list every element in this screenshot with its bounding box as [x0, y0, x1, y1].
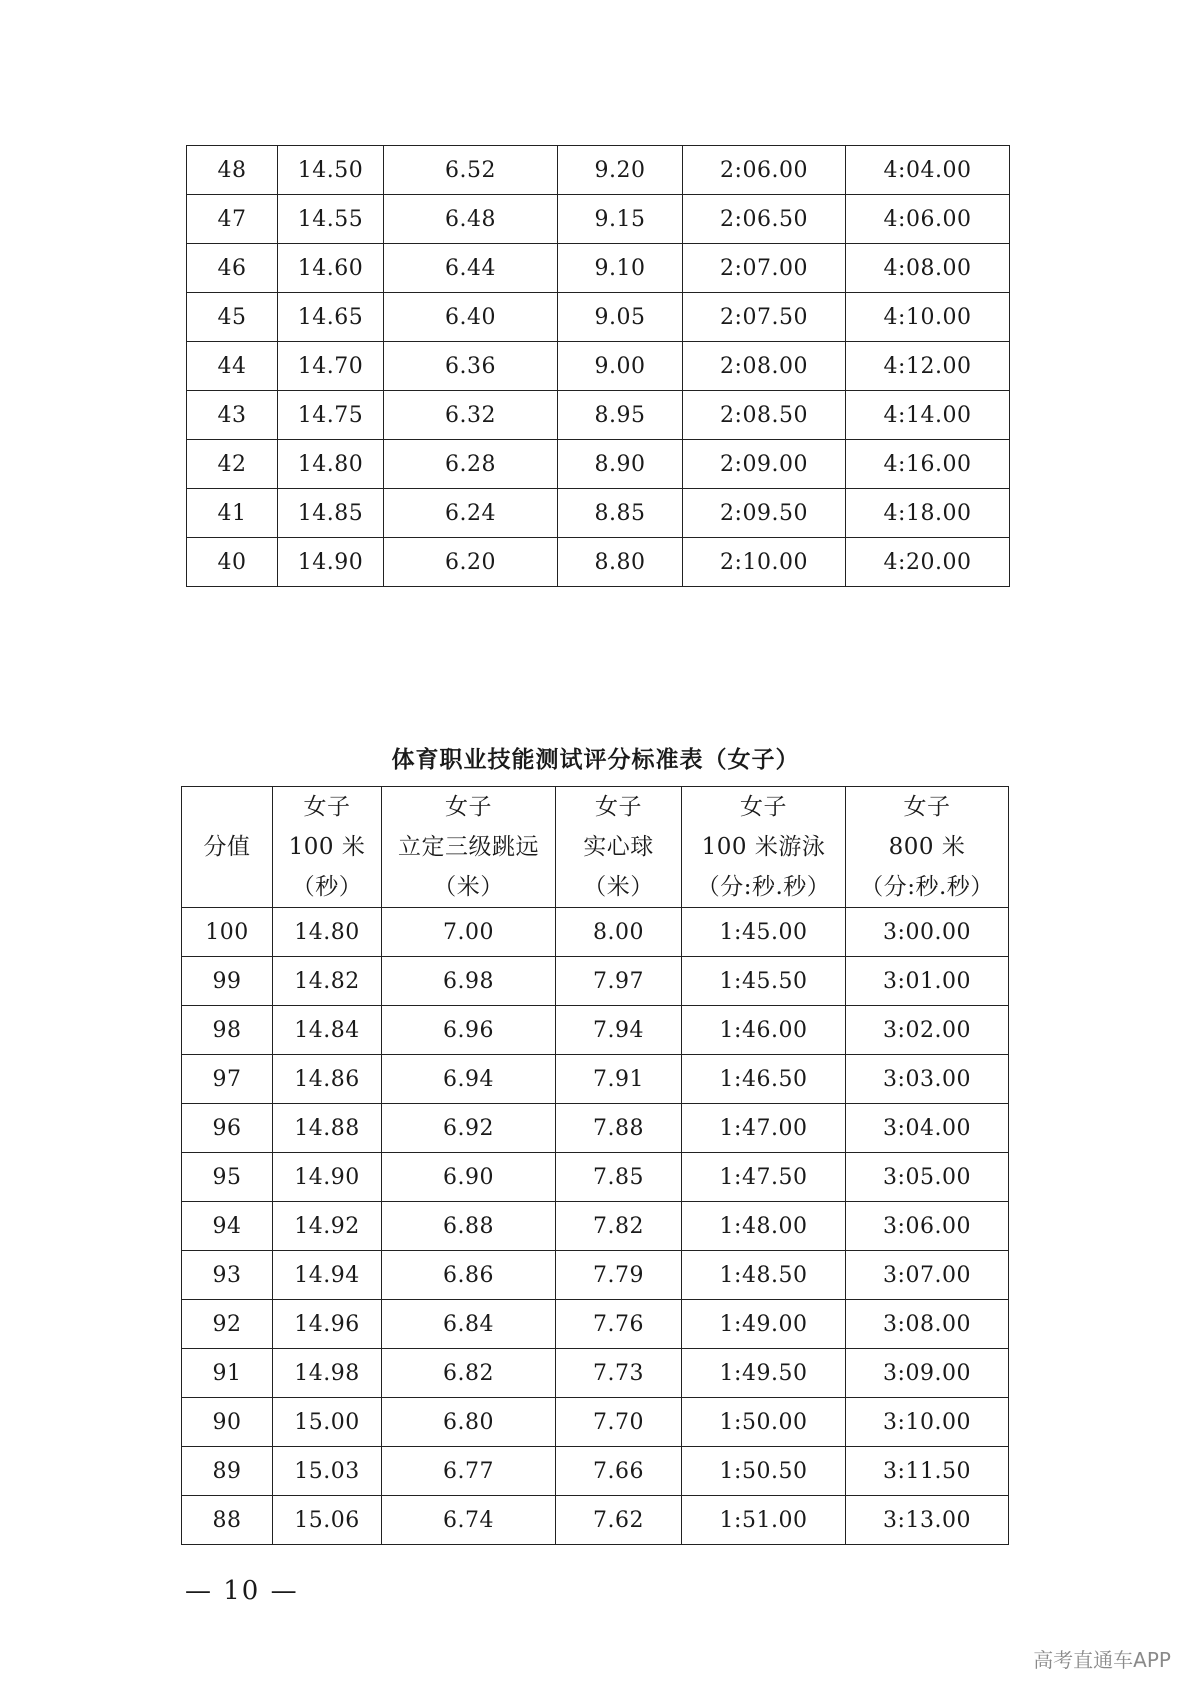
table-cell: 95	[182, 1153, 273, 1202]
table-cell: 3:01.00	[846, 957, 1009, 1006]
table-row	[182, 1447, 1009, 1496]
table-cell: 14.75	[278, 391, 384, 440]
table-cell: 92	[182, 1300, 273, 1349]
table-cell: 15.00	[273, 1398, 382, 1447]
table-cell: 15.03	[273, 1447, 382, 1496]
table-row	[182, 908, 1009, 957]
table-cell: 8.80	[558, 538, 683, 587]
table-cell: 8.95	[558, 391, 683, 440]
table-cell: 9.10	[558, 244, 683, 293]
table-cell: 1:46.50	[682, 1055, 846, 1104]
table-cell: 4:06.00	[846, 195, 1010, 244]
table-cell: 14.94	[273, 1251, 382, 1300]
score-table-continued	[186, 145, 1010, 587]
table-cell: 7.97	[556, 957, 682, 1006]
table-cell: 88	[182, 1496, 273, 1545]
table-cell: 6.28	[384, 440, 558, 489]
column-header-line: 100 米游泳	[701, 834, 826, 860]
table-cell: 3:04.00	[846, 1104, 1009, 1153]
column-header	[846, 787, 1009, 908]
table-cell: 1:48.50	[682, 1251, 846, 1300]
table-cell: 3:13.00	[846, 1496, 1009, 1545]
watermark: 高考直通车APP	[1033, 1648, 1171, 1672]
table-row	[187, 440, 1010, 489]
table-cell: 3:10.00	[846, 1398, 1009, 1447]
table-cell: 2:09.50	[683, 489, 846, 538]
table-cell: 1:46.00	[682, 1006, 846, 1055]
table-row	[187, 538, 1010, 587]
table-cell: 1:47.00	[682, 1104, 846, 1153]
table-cell: 4:04.00	[846, 146, 1010, 195]
table-cell: 6.84	[382, 1300, 556, 1349]
table-cell: 2:06.00	[683, 146, 846, 195]
column-header-line: 女子	[303, 794, 351, 820]
column-header	[682, 787, 846, 908]
table-cell: 2:07.00	[683, 244, 846, 293]
table-cell: 14.82	[273, 957, 382, 1006]
table-cell: 9.20	[558, 146, 683, 195]
table-cell: 43	[187, 391, 278, 440]
column-header-line: 女子	[445, 794, 492, 820]
table-cell: 2:10.00	[683, 538, 846, 587]
table-cell: 1:50.50	[682, 1447, 846, 1496]
table-cell: 6.32	[384, 391, 558, 440]
table-cell: 100	[182, 908, 273, 957]
women-score-table	[181, 786, 1009, 1545]
table-cell: 14.50	[278, 146, 384, 195]
score-table-continued-body	[187, 146, 1010, 587]
table-cell: 6.77	[382, 1447, 556, 1496]
table-cell: 6.92	[382, 1104, 556, 1153]
table-row	[187, 293, 1010, 342]
column-header-line: （秒）	[291, 874, 363, 900]
table-cell: 40	[187, 538, 278, 587]
women-table-title: 体育职业技能测试评分标准表（女子）	[391, 747, 800, 773]
table-cell: 2:06.50	[683, 195, 846, 244]
table-cell: 7.62	[556, 1496, 682, 1545]
table-cell: 14.86	[273, 1055, 382, 1104]
table-row	[182, 1496, 1009, 1545]
table-cell: 4:10.00	[846, 293, 1010, 342]
table-row	[182, 1153, 1009, 1202]
table-row	[182, 957, 1009, 1006]
table-cell: 14.60	[278, 244, 384, 293]
table-cell: 7.82	[556, 1202, 682, 1251]
table-row	[187, 342, 1010, 391]
table-cell: 6.82	[382, 1349, 556, 1398]
table-cell: 42	[187, 440, 278, 489]
table-cell: 91	[182, 1349, 273, 1398]
table-cell: 14.80	[278, 440, 384, 489]
table-cell: 41	[187, 489, 278, 538]
table-cell: 1:49.50	[682, 1349, 846, 1398]
table-row	[187, 195, 1010, 244]
table-cell: 6.86	[382, 1251, 556, 1300]
table-cell: 7.91	[556, 1055, 682, 1104]
table-cell: 7.85	[556, 1153, 682, 1202]
table-cell: 9.15	[558, 195, 683, 244]
table-cell: 14.55	[278, 195, 384, 244]
column-header-line: 实心球	[583, 834, 654, 860]
table-cell: 9.05	[558, 293, 683, 342]
table-cell: 45	[187, 293, 278, 342]
column-header-line: （米）	[433, 874, 504, 900]
table-cell: 6.40	[384, 293, 558, 342]
table-cell: 4:14.00	[846, 391, 1010, 440]
table-cell: 2:09.00	[683, 440, 846, 489]
column-header	[182, 787, 273, 908]
table-cell: 6.36	[384, 342, 558, 391]
table-cell: 98	[182, 1006, 273, 1055]
table-cell: 14.90	[273, 1153, 382, 1202]
column-header-line: （分:秒.秒）	[696, 874, 831, 900]
column-header-line: 女子	[740, 794, 787, 820]
table-cell: 14.85	[278, 489, 384, 538]
column-header	[556, 787, 682, 908]
table-cell: 7.66	[556, 1447, 682, 1496]
table-cell: 4:12.00	[846, 342, 1010, 391]
column-header-line: （分:秒.秒）	[860, 874, 994, 900]
table-cell: 6.94	[382, 1055, 556, 1104]
table-row	[182, 1104, 1009, 1153]
table-cell: 6.90	[382, 1153, 556, 1202]
table-cell: 9.00	[558, 342, 683, 391]
table-cell: 99	[182, 957, 273, 1006]
table-cell: 15.06	[273, 1496, 382, 1545]
table-cell: 7.88	[556, 1104, 682, 1153]
table-row	[187, 146, 1010, 195]
table-cell: 1:45.50	[682, 957, 846, 1006]
table-cell: 2:08.50	[683, 391, 846, 440]
column-header-line: 立定三级跳远	[398, 834, 539, 860]
table-cell: 93	[182, 1251, 273, 1300]
table-cell: 6.74	[382, 1496, 556, 1545]
table-cell: 3:06.00	[846, 1202, 1009, 1251]
table-cell: 8.00	[556, 908, 682, 957]
table-cell: 3:07.00	[846, 1251, 1009, 1300]
table-cell: 3:08.00	[846, 1300, 1009, 1349]
table-row	[182, 1006, 1009, 1055]
column-header-line: 分值	[203, 834, 251, 860]
table-cell: 3:05.00	[846, 1153, 1009, 1202]
table-cell: 1:47.50	[682, 1153, 846, 1202]
table-cell: 14.90	[278, 538, 384, 587]
column-header	[382, 787, 556, 908]
women-table-header-row	[182, 787, 1009, 908]
table-row	[187, 244, 1010, 293]
table-row	[182, 1349, 1009, 1398]
table-cell: 7.00	[382, 908, 556, 957]
table-row	[182, 1300, 1009, 1349]
table-cell: 14.70	[278, 342, 384, 391]
table-cell: 14.98	[273, 1349, 382, 1398]
table-cell: 14.96	[273, 1300, 382, 1349]
table-row	[182, 1251, 1009, 1300]
table-cell: 6.24	[384, 489, 558, 538]
table-cell: 4:08.00	[846, 244, 1010, 293]
table-cell: 14.92	[273, 1202, 382, 1251]
table-cell: 96	[182, 1104, 273, 1153]
table-cell: 97	[182, 1055, 273, 1104]
table-cell: 44	[187, 342, 278, 391]
column-header	[273, 787, 382, 908]
table-cell: 1:48.00	[682, 1202, 846, 1251]
table-row	[187, 489, 1010, 538]
women-score-table-body	[182, 908, 1009, 1545]
table-row	[182, 1202, 1009, 1251]
table-cell: 48	[187, 146, 278, 195]
table-cell: 7.76	[556, 1300, 682, 1349]
table-cell: 6.98	[382, 957, 556, 1006]
table-cell: 4:18.00	[846, 489, 1010, 538]
table-cell: 94	[182, 1202, 273, 1251]
table-cell: 89	[182, 1447, 273, 1496]
table-cell: 90	[182, 1398, 273, 1447]
table-cell: 3:02.00	[846, 1006, 1009, 1055]
column-header-line: 女子	[595, 794, 642, 820]
table-cell: 7.94	[556, 1006, 682, 1055]
table-cell: 2:08.00	[683, 342, 846, 391]
table-cell: 6.52	[384, 146, 558, 195]
table-cell: 4:20.00	[846, 538, 1010, 587]
table-cell: 4:16.00	[846, 440, 1010, 489]
table-cell: 3:09.00	[846, 1349, 1009, 1398]
table-cell: 8.85	[558, 489, 683, 538]
column-header-line: 100 米	[288, 834, 366, 860]
column-header-line: （米）	[583, 874, 654, 900]
table-cell: 14.88	[273, 1104, 382, 1153]
table-cell: 14.65	[278, 293, 384, 342]
table-cell: 1:49.00	[682, 1300, 846, 1349]
table-cell: 7.70	[556, 1398, 682, 1447]
table-row	[187, 391, 1010, 440]
table-cell: 1:51.00	[682, 1496, 846, 1545]
page-number: — 10 —	[185, 1576, 299, 1606]
table-cell: 3:11.50	[846, 1447, 1009, 1496]
table-row	[182, 1398, 1009, 1447]
table-cell: 6.48	[384, 195, 558, 244]
table-cell: 6.88	[382, 1202, 556, 1251]
table-row	[182, 1055, 1009, 1104]
table-cell: 3:03.00	[846, 1055, 1009, 1104]
table-cell: 8.90	[558, 440, 683, 489]
column-header-line: 800 米	[888, 834, 966, 860]
table-cell: 2:07.50	[683, 293, 846, 342]
table-cell: 14.84	[273, 1006, 382, 1055]
table-cell: 6.96	[382, 1006, 556, 1055]
table-cell: 47	[187, 195, 278, 244]
table-cell: 6.80	[382, 1398, 556, 1447]
column-header-line: 女子	[903, 794, 951, 820]
table-cell: 7.73	[556, 1349, 682, 1398]
table-cell: 3:00.00	[846, 908, 1009, 957]
table-cell: 6.44	[384, 244, 558, 293]
table-cell: 1:50.00	[682, 1398, 846, 1447]
table-cell: 1:45.00	[682, 908, 846, 957]
table-cell: 46	[187, 244, 278, 293]
table-cell: 6.20	[384, 538, 558, 587]
table-cell: 14.80	[273, 908, 382, 957]
table-cell: 7.79	[556, 1251, 682, 1300]
